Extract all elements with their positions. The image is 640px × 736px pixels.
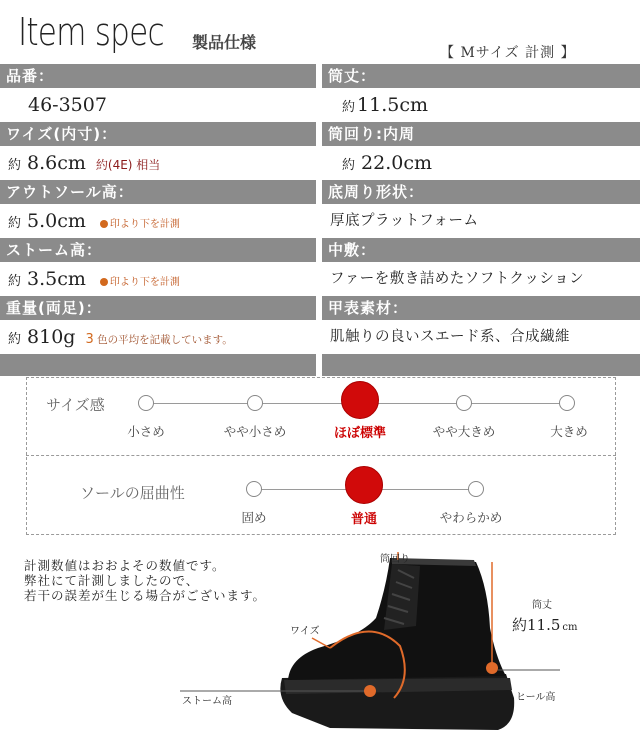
spec-item-insole: [322, 238, 640, 296]
spec-header: 筒回り:内周: [322, 122, 640, 146]
size-label-5: 大きめ: [550, 424, 588, 439]
rating-divider: [26, 455, 616, 456]
page-subtitle: 製品仕様: [192, 33, 257, 52]
flex-label-selected: 普通: [350, 512, 377, 527]
marker-dot-icon: [100, 278, 108, 286]
spec-value: 約 11.5cm: [342, 94, 428, 116]
boot-diagram: [180, 548, 640, 736]
spec-item-outsole: [0, 180, 316, 238]
spec-value: 約 810g 3 色の平均を記載しています。: [8, 326, 233, 348]
sole-flex-label: ソールの屈曲性: [80, 484, 185, 502]
spec-item-circumference: [322, 122, 640, 180]
size-feel-label: サイズ感: [46, 396, 105, 414]
size-label-1: 小さめ: [127, 424, 165, 439]
spec-header: 底周り形状：: [322, 180, 640, 204]
flex-label-1: 固め: [241, 510, 267, 525]
spec-item-width: [0, 122, 316, 180]
spec-item-material: [322, 296, 640, 354]
spec-value: 約 3.5cm 印より下を計測: [8, 268, 180, 290]
shaft-value: 約11.5 cm: [512, 616, 578, 634]
spec-header: 甲表素材：: [322, 296, 640, 320]
storm-label: ストーム高: [182, 696, 232, 707]
spec-item-storm: [0, 238, 316, 296]
flex-option-selected: [345, 466, 383, 504]
spec-value: 約 5.0cm 印より下を計測: [8, 210, 180, 232]
spec-item-shaft: [322, 64, 640, 122]
page-title: Item spec: [18, 10, 164, 54]
spec-header: 品番：: [0, 64, 316, 88]
flex-label-3: やわらかめ: [439, 510, 503, 525]
flex-option-3: [468, 481, 484, 497]
left-spec-column: [0, 64, 316, 376]
spec-item-weight: [0, 296, 316, 354]
heel-label: ヒール高: [516, 692, 556, 703]
shaft-label: 筒丈: [532, 600, 552, 611]
size-option-2: [247, 395, 263, 411]
size-option-4: [456, 395, 472, 411]
spec-value: 厚底プラットフォーム: [330, 213, 479, 229]
width-label: ワイズ: [290, 626, 320, 637]
spec-item-number: [0, 64, 316, 122]
spec-item-sole-shape: [322, 180, 640, 238]
size-label-2: やや小さめ: [223, 424, 287, 439]
width-note: 約(4E) 相当: [95, 158, 161, 172]
size-label-4: やや大きめ: [432, 424, 496, 439]
spec-value: 肌触りの良いスエード系、合成繊維: [330, 329, 570, 345]
spec-header: 重量(両足)：: [0, 296, 316, 320]
right-spec-column: [322, 64, 640, 376]
bottom-bar: [322, 354, 640, 376]
spec-header: ストーム高：: [0, 238, 316, 262]
size-label-selected: ほぼ標準: [333, 426, 386, 441]
flex-option-1: [246, 481, 262, 497]
size-option-5: [559, 395, 575, 411]
spec-header: アウトソール高：: [0, 180, 316, 204]
circumference-label: 筒回り: [380, 554, 410, 565]
spec-value: 約 22.0cm: [342, 152, 432, 174]
spec-value: 46-3507: [28, 94, 107, 116]
marker-dot-icon: [100, 220, 108, 228]
disclaimer: 計測数値はおおよその数値です。 弊社にて計測しましたので、 若干の誤差が生じる場合がございます。: [24, 558, 267, 603]
spec-header: ワイズ(内寸)：: [0, 122, 316, 146]
measure-note: 【 Mサイズ 計測 】: [440, 45, 576, 61]
size-option-selected: [341, 381, 379, 419]
spec-value: 約 8.6cm 約(4E) 相当: [8, 152, 161, 174]
spec-header: 中敷：: [322, 238, 640, 262]
spec-header: 筒丈：: [322, 64, 640, 88]
bottom-bar: [0, 354, 316, 376]
size-option-1: [138, 395, 154, 411]
spec-value: ファーを敷き詰めたソフトクッション: [330, 271, 585, 287]
